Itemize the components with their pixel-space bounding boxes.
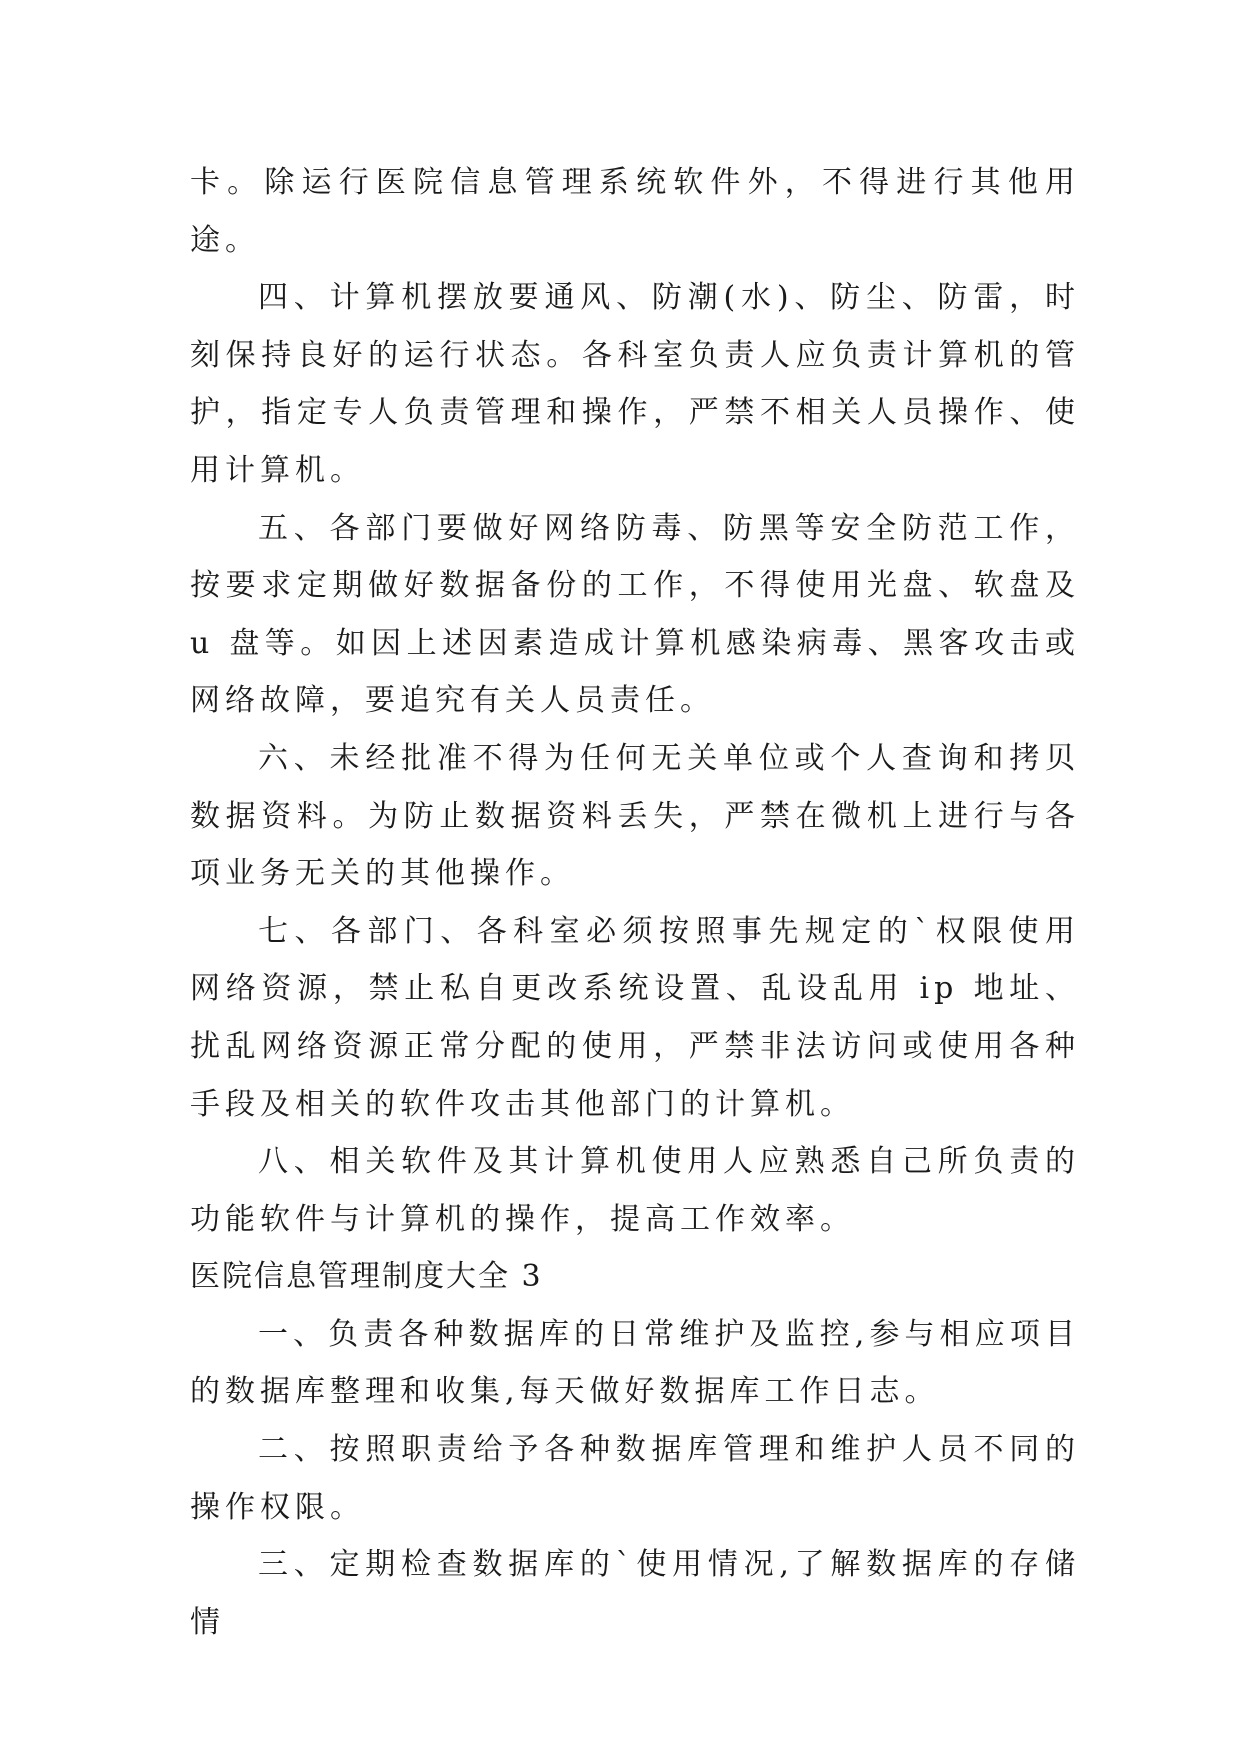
paragraph-item-7: 七、各部门、各科室必须按照事先规定的`权限使用网络资源，禁止私自更改系统设置、乱设乱用 ip 地址、扰乱网络资源正常分配的使用，严禁非法访问或使用各种手段及相关的软件攻击其他部门的计算机。 [190,913,1080,1122]
section-heading: 医院信息管理制度大全 3 [190,1259,543,1295]
paragraph-item-3: 三、定期检查数据库的`使用情况,了解数据库的存储情 [190,1547,1080,1640]
paragraph-item-6: 六、未经批准不得为任何无关单位或个人查询和拷贝数据资料。为防止数据资料丢失，严禁在微机上进行与各项业务无关的其他操作。 [190,740,1080,892]
paragraph-item-1: 一、负责各种数据库的日常维护及监控,参与相应项目的数据库整理和收集,每天做好数据库工作日志。 [190,1316,1080,1410]
paragraph-item-5: 五、各部门要做好网络防毒、防黑等安全防范工作，按要求定期做好数据备份的工作，不得使用光盘、软盘及 u 盘等。如因上述因素造成计算机感染病毒、黑客攻击或网络故障，要追究有关人员责任。 [190,510,1080,719]
paragraph-continuation: 卡。除运行医院信息管理系统软件外，不得进行其他用途。 [190,165,1080,258]
paragraph-item-8: 八、相关软件及其计算机使用人应熟悉自己所负责的功能软件与计算机的操作，提高工作效率。 [190,1144,1080,1237]
document-body [190,154,1080,1651]
paragraph-item-4: 四、计算机摆放要通风、防潮(水)、防尘、防雷，时刻保持良好的运行状态。各科室负责人应负责计算机的管护，指定专人负责管理和操作，严禁不相关人员操作、使用计算机。 [190,280,1080,488]
paragraph-item-2: 二、按照职责给予各种数据库管理和维护人员不同的操作权限。 [190,1432,1080,1525]
